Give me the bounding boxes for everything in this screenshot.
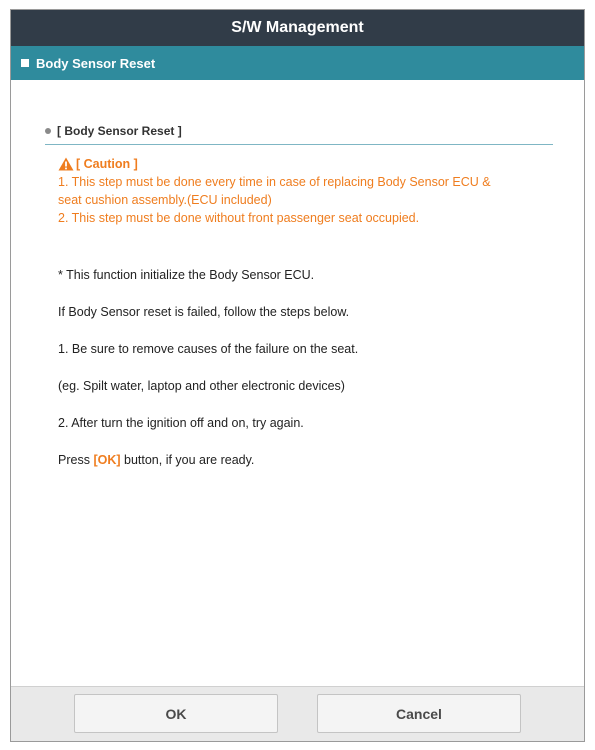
caution-heading-text: [ Caution ] <box>76 157 138 171</box>
caution-line-2: 2. This step must be done without front passenger seat occupied. <box>58 211 420 225</box>
section-heading <box>45 124 553 145</box>
subheader-label: Body Sensor Reset <box>36 55 156 71</box>
caution-block <box>58 155 558 227</box>
instructions-block <box>58 266 558 488</box>
section-title-text: [ Body Sensor Reset ] <box>57 124 182 138</box>
content-panel <box>11 80 584 686</box>
instruction-line: * This function initialize the Body Sensor ECU. <box>58 268 315 282</box>
instruction-line: (eg. Spilt water, laptop and other electronic devices) <box>58 379 345 393</box>
bullet-dot-icon <box>45 128 51 134</box>
caution-line-1: 1. This step must be done every time in case of replacing Body Sensor ECU & <box>58 175 491 189</box>
subheader-bar <box>11 46 584 80</box>
square-bullet-icon <box>21 59 29 67</box>
instruction-line: If Body Sensor reset is failed, follow the steps below. <box>58 305 350 319</box>
cancel-button[interactable]: Cancel <box>317 694 521 733</box>
ok-button[interactable]: OK <box>74 694 278 733</box>
ready-prompt-suffix: button, if you are ready. <box>120 453 255 467</box>
ready-prompt <box>58 451 558 488</box>
window-title: S/W Management <box>11 10 584 46</box>
instruction-line: 1. Be sure to remove causes of the failure on the seat. <box>58 342 359 356</box>
button-bar <box>11 686 584 741</box>
ok-keyword: [OK] <box>93 453 121 467</box>
caution-heading <box>58 155 558 173</box>
instruction-line: 2. After turn the ignition off and on, try again. <box>58 416 304 430</box>
caution-line-1b: seat cushion assembly.(ECU included) <box>58 193 272 207</box>
ready-prompt-prefix: Press <box>58 453 94 467</box>
sw-management-window <box>10 9 585 742</box>
warning-icon <box>58 157 74 171</box>
